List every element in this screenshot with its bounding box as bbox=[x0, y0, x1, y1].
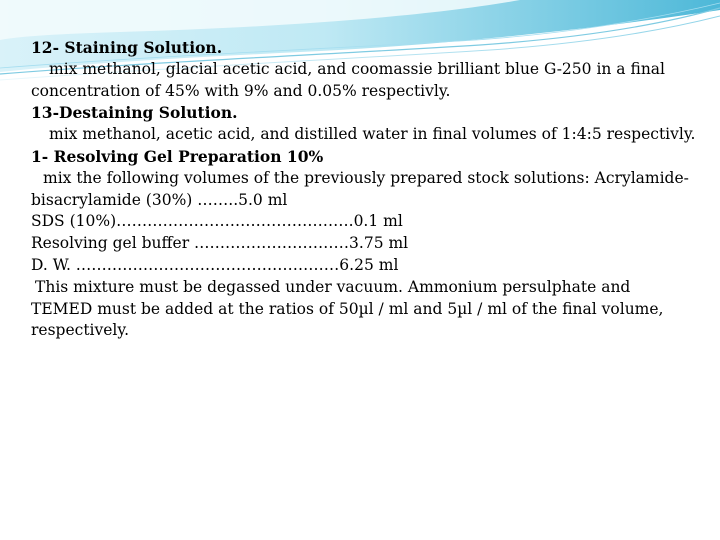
destaining-solution-heading: 13-Destaining Solution. bbox=[31, 103, 238, 123]
acrylamide-volume-line: bisacrylamide (30%) ……..5.0 ml bbox=[31, 190, 288, 209]
resolving-gel-heading: 1- Resolving Gel Preparation 10% bbox=[31, 146, 324, 166]
distilled-water-volume-line: D. W. ……………………………………………6.25 ml bbox=[31, 255, 399, 274]
staining-solution-heading: 12- Staining Solution. bbox=[31, 38, 223, 57]
degassing-note-line-3: respectively. bbox=[31, 321, 130, 340]
slide-body bbox=[31, 37, 703, 342]
staining-instruction-line-2: concentration of 45% with 9% and 0.05% respectivly. bbox=[31, 81, 451, 100]
resolving-buffer-volume-line: Resolving gel buffer …………………………3.75 ml bbox=[31, 234, 409, 253]
degassing-note-line-2: TEMED must be added at the ratios of 50µl / ml and 5µl / ml of the final volume, bbox=[31, 299, 664, 318]
degassing-note-line-1: This mixture must be degassed under vacuum. Ammonium persulphate and bbox=[35, 277, 631, 296]
destaining-instruction-line: mix methanol, acetic acid, and distilled water in final volumes of 1:4:5 respectivly. bbox=[49, 125, 696, 144]
staining-instruction-line-1: mix methanol, glacial acetic acid, and coomassie brilliant blue G-250 in a final bbox=[49, 59, 665, 78]
sds-volume-line: SDS (10%)……………………………………….0.1 ml bbox=[31, 212, 403, 231]
resolving-gel-instruction-line-1: mix the following volumes of the previously prepared stock solutions: Acrylamide- bbox=[43, 168, 689, 187]
